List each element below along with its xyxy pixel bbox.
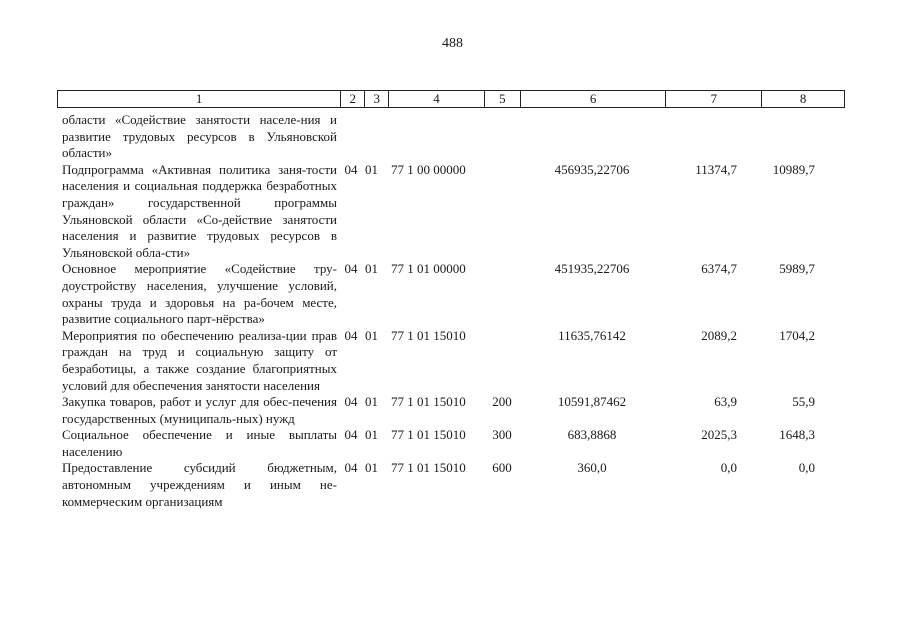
table-row [57, 427, 845, 460]
row-chapter: 04 [344, 161, 358, 177]
row-target-code: 77 1 01 15010 [391, 460, 466, 476]
row-chapter: 04 [344, 261, 358, 277]
row-expense-type [485, 328, 519, 394]
header-col-4: 4 [389, 91, 485, 107]
row-name: Основное мероприятие «Содействие тру-доустройству населения, улучшение условий, охраны труда и здоровья на ра-бочем месте, развитие социального парт-нёрства» [62, 261, 337, 327]
header-col-6: 6 [521, 91, 667, 107]
table-row [57, 328, 845, 394]
row-chapter: 04 [344, 327, 358, 343]
header-col-8: 8 [799, 91, 807, 106]
row-target-code [389, 112, 485, 162]
row-amount-8: 55,9 [792, 394, 815, 410]
header-col-5: 5 [485, 91, 521, 107]
header-col-1: 1 [58, 91, 341, 107]
row-amount-7: 0,0 [720, 460, 737, 476]
row-chapter [337, 112, 365, 162]
row-amount-8: 0,0 [798, 460, 815, 476]
table-row [57, 261, 845, 327]
row-amount-8 [765, 112, 845, 162]
row-chapter: 04 [344, 427, 358, 443]
row-subsection: 01 [365, 327, 378, 343]
row-amount-7 [665, 112, 765, 162]
header-col-3: 3 [365, 91, 389, 107]
table-row [57, 112, 845, 162]
row-target-code: 77 1 01 15010 [391, 394, 466, 410]
row-amount-7: 11374,7 [695, 161, 737, 177]
row-target-code: 77 1 01 15010 [391, 327, 466, 343]
row-expense-type [485, 261, 519, 327]
row-amount-7: 6374,7 [701, 261, 737, 277]
row-subsection: 01 [365, 460, 378, 476]
row-expense-type [485, 112, 519, 162]
row-amount-8: 1704,2 [779, 327, 815, 343]
row-name: области «Содействие занятости населе-ния и развитие трудовых ресурсов в Ульяновской области» [62, 112, 337, 161]
table-body [57, 112, 845, 510]
row-amount-6: 11635,76142 [558, 327, 626, 343]
row-amount-6: 10591,87462 [557, 394, 627, 410]
row-name: Предоставление субсидий бюджетным, автономным учреждениям и иным не-коммерческим организациям [62, 460, 337, 509]
row-name: Социальное обеспечение и иные выплаты населению [62, 427, 337, 459]
row-expense-type: 300 [492, 427, 512, 443]
row-name: Подпрограмма «Активная политика заня-тости населения и социальная поддержка безработных граждан» государственной программы Ульяновской области «Со-действие занятости населения и развитие трудовых ресурсов в Ульяновской обла-сти» [62, 161, 337, 260]
table-row [57, 162, 845, 262]
row-expense-type [485, 162, 519, 262]
row-chapter: 04 [344, 394, 358, 410]
row-name: Закупка товаров, работ и услуг для обес-печения государственных (муниципаль-ных) нужд [62, 394, 337, 426]
row-amount-6: 360,0 [577, 460, 607, 476]
row-amount-6: 683,8868 [567, 427, 617, 443]
row-target-code: 77 1 00 00000 [391, 161, 466, 177]
row-subsection: 01 [365, 394, 378, 410]
row-expense-type: 200 [492, 394, 512, 410]
header-col-7: 7 [666, 91, 762, 107]
row-amount-8: 10989,7 [772, 161, 815, 177]
row-amount-8: 1648,3 [779, 427, 815, 443]
row-target-code: 77 1 01 15010 [391, 427, 466, 443]
table-header [57, 90, 845, 108]
row-subsection: 01 [365, 261, 378, 277]
row-amount-6: 451935,22706 [554, 261, 630, 277]
row-name: Мероприятия по обеспечению реализа-ции прав граждан на труд и социальную защиту от безработицы, а также создание благоприятных условий для обеспечения занятости населения [62, 327, 337, 393]
row-subsection: 01 [365, 427, 378, 443]
row-expense-type: 600 [492, 460, 512, 476]
row-amount-6 [519, 112, 665, 162]
row-amount-7: 63,9 [714, 394, 737, 410]
row-amount-6: 456935,22706 [554, 161, 630, 177]
row-amount-8: 5989,7 [779, 261, 815, 277]
row-target-code: 77 1 01 00000 [391, 261, 466, 277]
row-subsection: 01 [365, 161, 378, 177]
row-chapter: 04 [344, 460, 358, 476]
row-amount-7: 2025,3 [701, 427, 737, 443]
table-row [57, 394, 845, 427]
page-number: 488 [442, 36, 463, 51]
table-row [57, 460, 845, 510]
header-col-2: 2 [341, 91, 365, 107]
row-amount-7: 2089,2 [701, 327, 737, 343]
row-subsection [365, 112, 389, 162]
